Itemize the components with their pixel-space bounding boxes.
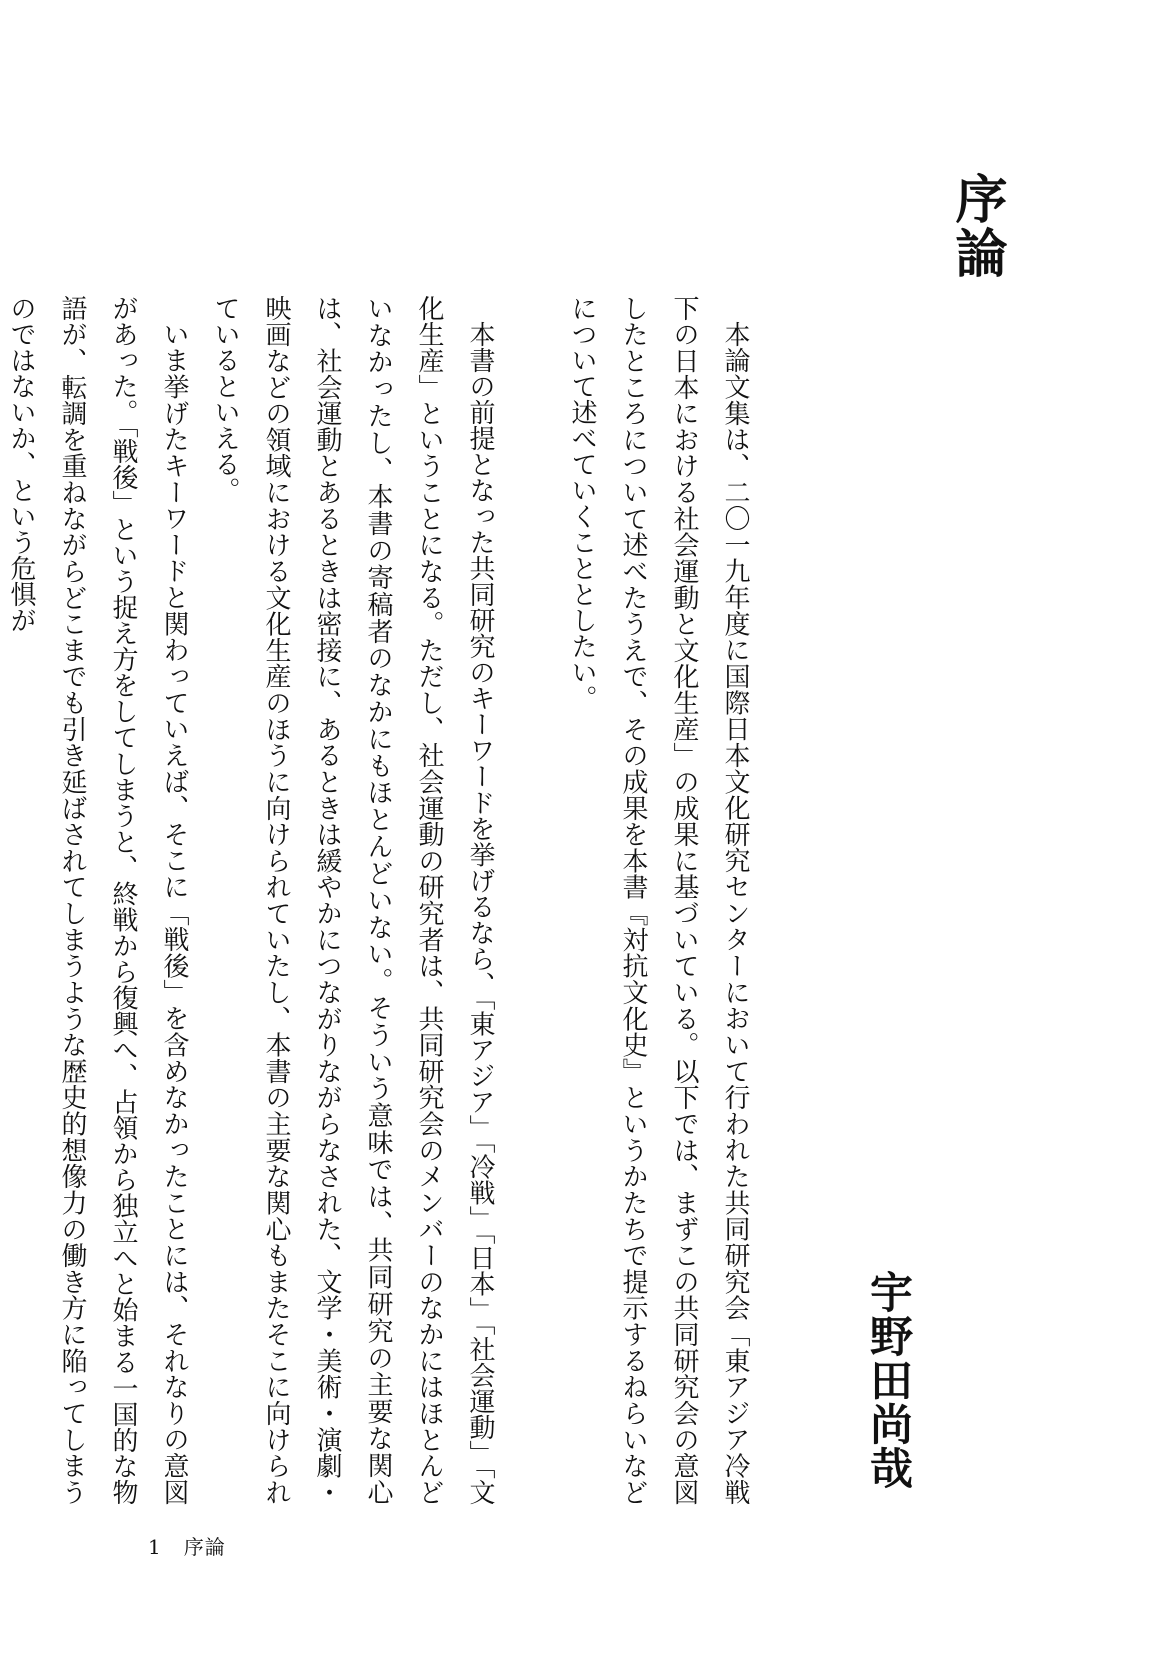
page-number: 1 bbox=[148, 1535, 162, 1559]
body-text bbox=[6, 295, 760, 1505]
page-title: 序論 bbox=[946, 172, 1007, 280]
paragraph-1: 本論文集は、二〇一九年度に国際日本文化研究センターにおいて行われた共同研究会「東アジア冷戦下の日本における社会運動と文化生産」の成果に基づいている。以下では、まずこの共同研究会の意図したところについて述べたうえで、その成果を本書『対抗文化史』というかたちで提示するねらいなどについて述べていくこととしたい。 bbox=[567, 295, 750, 1505]
paragraph-2: 本書の前提となった共同研究のキーワードを挙げるなら、「東アジア」「冷戦」「日本」「社会運動」「文化生産」ということになる。ただし、社会運動の研究者は、共同研究会のメンバーのなかにはほとんどいなかったし、本書の寄稿者のなかにもほとんどいない。そういう意味では、共同研究の主要な関心は、社会運動とあるときは密接に、あるときは緩やかにつながりながらなされた、文学・美術・演劇・映画などの領域における文化生産のほうに向けられていたし、本書の主要な関心もまたそこに向けられているといえる。 bbox=[210, 295, 495, 1505]
paragraph-3: いま挙げたキーワードと関わっていえば、そこに「戦後」を含めなかったことには、それなりの意図があった。「戦後」という捉え方をしてしまうと、終戦から復興へ、占領から独立へと始まる一国的な物語が、転調を重ねながらどこまでも引き延ばされてしまうような歴史的想像力の働き方に陥ってしまうのではないか、という危惧が bbox=[6, 295, 189, 1505]
author-name: 宇野田尚哉 bbox=[863, 1270, 913, 1490]
running-title: 序論 bbox=[183, 1535, 226, 1559]
page-footer bbox=[148, 1531, 226, 1560]
